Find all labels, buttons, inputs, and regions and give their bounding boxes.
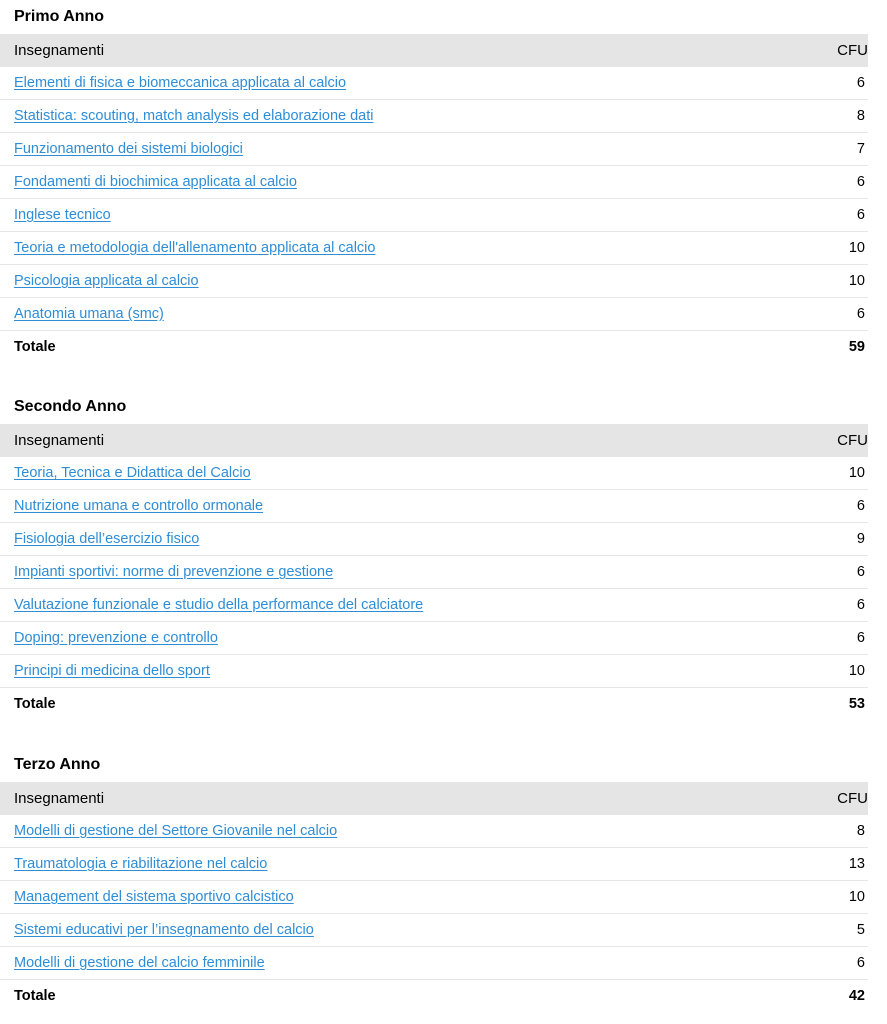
course-link[interactable]: Teoria, Tecnica e Didattica del Calcio [14, 465, 251, 481]
year-title: Terzo Anno [14, 756, 101, 773]
table-row [0, 298, 868, 331]
course-cfu: 6 [754, 556, 868, 589]
course-cfu: 6 [754, 67, 868, 100]
year-title: Secondo Anno [14, 398, 127, 415]
total-row [0, 980, 868, 1013]
course-link[interactable]: Sistemi educativi per l’insegnamento del calcio [14, 922, 314, 938]
course-link[interactable]: Inglese tecnico [14, 207, 111, 223]
total-cfu: 42 [848, 988, 865, 1004]
course-link[interactable]: Valutazione funzionale e studio della performance del calciatore [14, 597, 424, 613]
course-cfu: 10 [754, 655, 868, 688]
table-row [0, 523, 868, 556]
table-row [0, 166, 868, 199]
header-insegnamenti: Insegnamenti [0, 424, 754, 457]
course-link[interactable]: Impianti sportivi: norme di prevenzione e gestione [14, 564, 334, 580]
table-row [0, 848, 868, 881]
header-insegnamenti: Insegnamenti [0, 782, 754, 815]
course-cfu: 5 [754, 914, 868, 947]
course-link[interactable]: Principi di medicina dello sport [14, 663, 210, 679]
course-link[interactable]: Fondamenti di biochimica applicata al calcio [14, 174, 297, 190]
course-link[interactable]: Modelli di gestione del Settore Giovanile nel calcio [14, 823, 338, 839]
course-link[interactable]: Doping: prevenzione e controllo [14, 630, 218, 646]
table-row [0, 815, 868, 848]
total-label: Totale [14, 988, 56, 1004]
course-cfu: 9 [754, 523, 868, 556]
table-row [0, 589, 868, 622]
course-link[interactable]: Statistica: scouting, match analysis ed elaborazione dati [14, 108, 374, 124]
course-cfu: 7 [754, 133, 868, 166]
total-row [0, 331, 868, 364]
course-link[interactable]: Traumatologia e riabilitazione nel calcio [14, 856, 268, 872]
table-row [0, 556, 868, 589]
course-cfu: 6 [754, 298, 868, 331]
course-cfu: 6 [754, 947, 868, 980]
course-link[interactable]: Fisiologia dell’esercizio fisico [14, 531, 200, 547]
year-title: Primo Anno [14, 8, 105, 25]
table-row [0, 100, 868, 133]
course-link[interactable]: Psicologia applicata al calcio [14, 273, 199, 289]
course-cfu: 6 [754, 589, 868, 622]
course-cfu: 6 [754, 166, 868, 199]
table-row [0, 655, 868, 688]
table-row [0, 265, 868, 298]
year-section-secondo [0, 390, 868, 720]
total-label: Totale [14, 339, 56, 355]
header-cfu: CFU [754, 424, 868, 457]
course-cfu: 10 [754, 457, 868, 490]
header-cfu: CFU [754, 782, 868, 815]
table-header-row [0, 424, 868, 457]
table-row [0, 914, 868, 947]
course-cfu: 6 [754, 199, 868, 232]
year-section-primo [0, 0, 868, 363]
table-row [0, 133, 868, 166]
table-row [0, 232, 868, 265]
course-cfu: 6 [754, 490, 868, 523]
course-cfu: 10 [754, 232, 868, 265]
table-header-row [0, 34, 868, 67]
course-cfu: 8 [754, 100, 868, 133]
header-cfu: CFU [754, 34, 868, 67]
course-link[interactable]: Modelli di gestione del calcio femminile [14, 955, 265, 971]
course-cfu: 10 [754, 265, 868, 298]
course-link[interactable]: Elementi di fisica e biomeccanica applicata al calcio [14, 75, 347, 91]
table-header-row [0, 782, 868, 815]
total-label: Totale [14, 696, 56, 712]
course-link[interactable]: Management del sistema sportivo calcistico [14, 889, 294, 905]
course-link[interactable]: Teoria e metodologia dell'allenamento applicata al calcio [14, 240, 376, 256]
course-link[interactable]: Nutrizione umana e controllo ormonale [14, 498, 264, 514]
header-insegnamenti: Insegnamenti [0, 34, 754, 67]
course-cfu: 8 [754, 815, 868, 848]
total-cfu: 59 [848, 339, 865, 355]
courses-table [0, 34, 868, 363]
table-row [0, 67, 868, 100]
table-row [0, 199, 868, 232]
courses-table [0, 424, 868, 720]
course-cfu: 13 [754, 848, 868, 881]
course-link[interactable]: Funzionamento dei sistemi biologici [14, 141, 243, 157]
courses-table [0, 782, 868, 1012]
table-row [0, 881, 868, 914]
total-row [0, 688, 868, 721]
table-row [0, 622, 868, 655]
year-section-terzo [0, 748, 868, 1012]
course-cfu: 10 [754, 881, 868, 914]
course-cfu: 6 [754, 622, 868, 655]
total-cfu: 53 [848, 696, 865, 712]
table-row [0, 947, 868, 980]
course-link[interactable]: Anatomia umana (smc) [14, 306, 164, 322]
table-row [0, 490, 868, 523]
table-row [0, 457, 868, 490]
